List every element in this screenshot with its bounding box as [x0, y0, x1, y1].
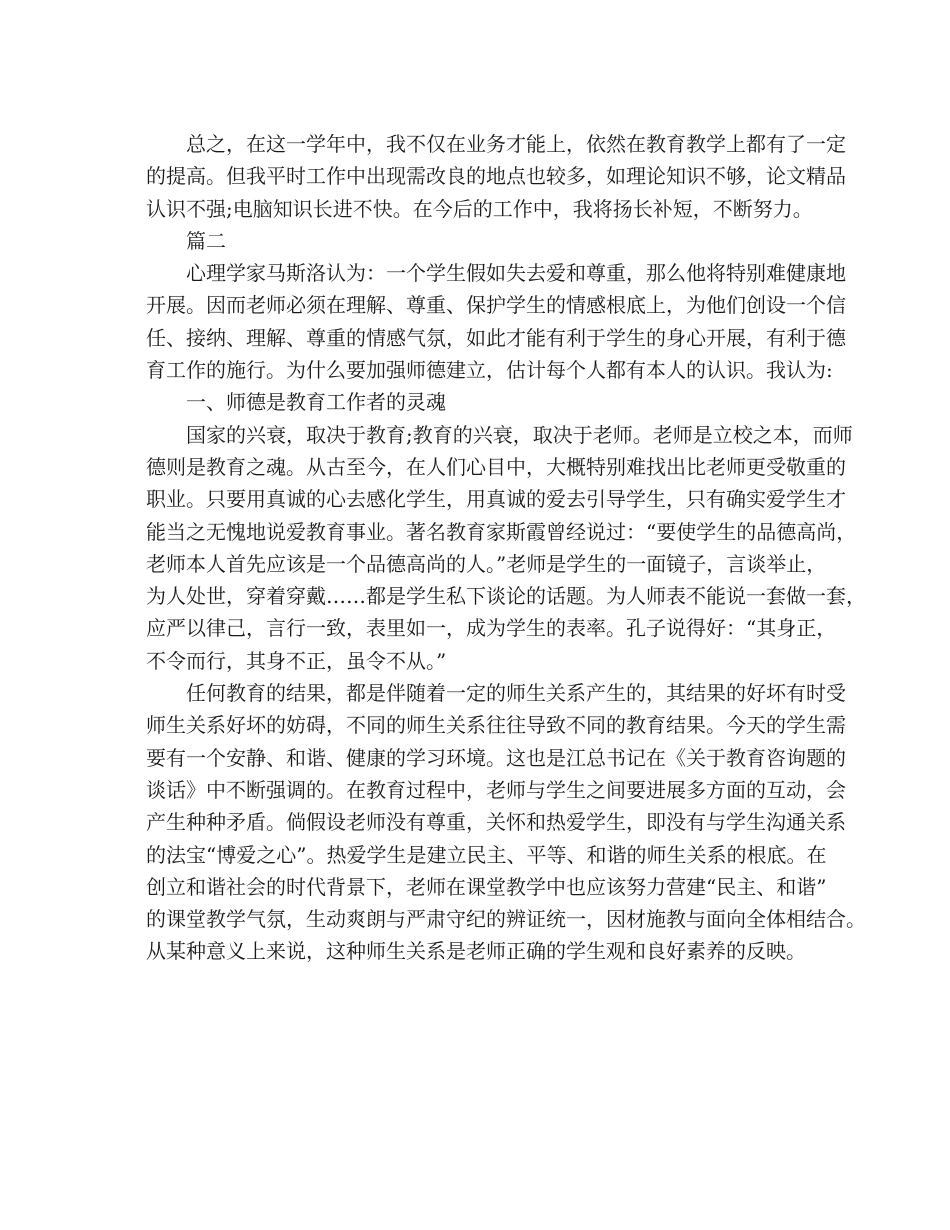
paragraph-line: 老师本人首先应该是一个品德高尚的人。”老师是学生的一面镜子，言谈举止，: [146, 551, 827, 576]
paragraph-line: 任、接纳、理解、尊重的情感气氛，如此才能有利于学生的身心开展，有利于德: [146, 325, 846, 350]
paragraph-line: 职业。只要用真诚的心去感化学生，用真诚的爱去引导学生，只有确实爱学生才: [146, 487, 846, 512]
paragraph-line: 创立和谐社会的时代背景下，老师在课堂教学中也应该努力营建“民主、和谐”: [146, 874, 827, 899]
paragraph-line: 谈话》中不断强调的。在教育过程中，老师与学生之间要进展多方面的互动，会: [146, 777, 846, 802]
paragraph-line: 开展。因而老师必须在理解、尊重、保护学生的情感根底上，为他们创设一个信: [146, 293, 846, 318]
paragraph-line: 总之，在这一学年中，我不仅在业务才能上，依然在教育教学上都有了一定: [186, 132, 846, 156]
paragraph-line: 从某种意义上来说，这种师生关系是老师正确的学生观和良好素养的反映。: [146, 939, 806, 964]
paragraph-line: 心理学家马斯洛认为：一个学生假如失去爱和尊重，那么他将特别难健康地: [186, 261, 846, 286]
paragraph-line: 的法宝“博爱之心”。热爱学生是建立民主、平等、和谐的师生关系的根底。在: [146, 842, 827, 867]
paragraph-line: 国家的兴衰，取决于教育;教育的兴衰，取决于老师。老师是立校之本，而师: [186, 422, 853, 447]
paragraph-line: 要有一个安静、和谐、健康的学习环境。这也是江总书记在《关于教育咨询题的: [146, 745, 846, 770]
paragraph-line: 育工作的施行。为什么要加强师德建立，估计每个人都有本人的认识。我认为:: [146, 358, 833, 383]
paragraph-line: 能当之无愧地说爱教育事业。著名教育家斯霞曾经说过：“要使学生的品德高尚，: [146, 519, 857, 544]
document-body: [146, 128, 866, 968]
paragraph-line: 德则是教育之魂。从古至今，在人们心目中，大概特别难找出比老师更受敬重的: [146, 454, 846, 479]
paragraph-line: 认识不强;电脑知识长进不快。在今后的工作中，我将扬长补短，不断努力。: [146, 196, 813, 221]
subsection-heading: 一、师德是教育工作者的灵魂: [186, 390, 446, 415]
paragraph-line: 应严以律己，言行一致，表里如一，成为学生的表率。孔子说得好：“其身正，: [146, 616, 837, 641]
paragraph-line: 不令而行，其身不正，虽令不从。”: [146, 648, 447, 673]
paragraph-line: 产生种种矛盾。倘假设老师没有尊重，关怀和热爱学生，即没有与学生沟通关系: [146, 810, 846, 835]
paragraph-line: 为人处世，穿着穿戴……都是学生私下谈论的话题。为人师表不能说一套做一套，: [146, 584, 866, 609]
section-heading: 篇二: [186, 228, 226, 253]
paragraph-line: 的课堂教学气氛，生动爽朗与严肃守纪的辨证统一，因材施教与面向全体相结合。: [146, 907, 866, 932]
paragraph-line: 的提高。但我平时工作中出现需改良的地点也较多，如理论知识不够，论文精品: [146, 164, 846, 189]
paragraph-line: 任何教育的结果，都是伴随着一定的师生关系产生的，其结果的好坏有时受: [186, 681, 846, 706]
paragraph-line: 师生关系好坏的妨碍，不同的师生关系往往导致不同的教育结果。今天的学生需: [146, 713, 846, 738]
